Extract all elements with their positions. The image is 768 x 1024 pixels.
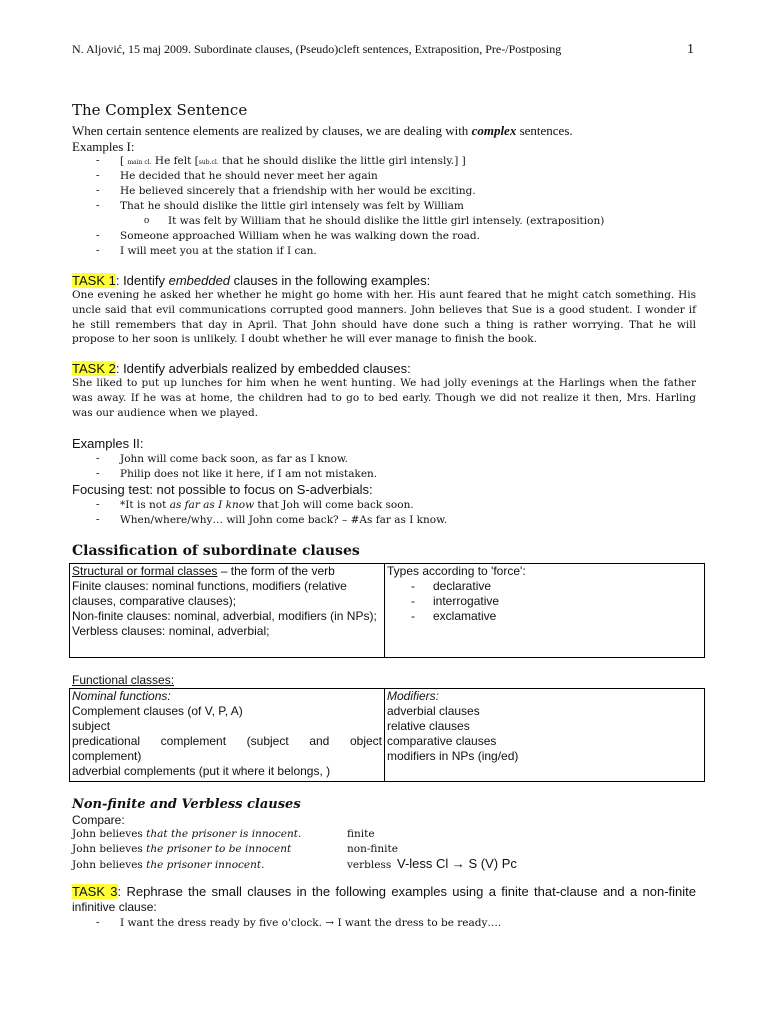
- focus-example-2: When/where/why… will John come back? – #As far as I know.: [120, 514, 448, 526]
- section-title-complex: The Complex Sentence: [72, 101, 248, 119]
- section-title-classification: Classification of subordinate clauses: [72, 543, 360, 559]
- modifier-item: adverbial clauses: [387, 704, 480, 718]
- modifier-item: modifiers in NPs (ing/ed): [387, 749, 519, 763]
- nominal-item: adverbial complements (put it where it belongs, ): [72, 764, 331, 778]
- examples-2-item-2: Philip does not like it here, if I am not mistaken.: [120, 468, 378, 480]
- force-item: - exclamative: [411, 609, 497, 623]
- section-title-nonfinite: Non-finite and Verbless clauses: [72, 797, 301, 812]
- task-3-line-2: infinitive clause:: [72, 900, 157, 914]
- modifier-item: comparative clauses: [387, 734, 497, 748]
- compare-label-nonfinite: non-finite: [347, 843, 398, 855]
- nominal-item: subject: [72, 719, 111, 733]
- structural-heading: Structural or formal classes – the form of the verb: [72, 564, 335, 578]
- nominal-item: predicational complement (subject and object complement): [72, 734, 382, 763]
- verbless-clauses: Verbless clauses: nominal, adverbial;: [72, 624, 270, 638]
- compare-label-finite: finite: [347, 828, 375, 840]
- task-1-label: TASK 1: [72, 273, 116, 288]
- page-number: 1: [687, 42, 694, 57]
- example-4: That he should dislike the little girl intensely was felt by William: [120, 200, 464, 212]
- structural-classes-table: [69, 563, 705, 658]
- modifiers-heading: Modifiers:: [387, 689, 440, 703]
- list-dash: -: [96, 514, 100, 525]
- compare-label-verbless: verbless: [347, 859, 392, 871]
- compare-row-1: John believes that the prisoner is innocent.: [72, 828, 302, 840]
- task-1-line-1: One evening he asked her whether he might go home with her. His aunt feared that he might catch something. His: [72, 289, 696, 301]
- compare-row-2: John believes the prisoner to be innocent: [72, 843, 292, 855]
- list-bullet: o: [144, 215, 150, 226]
- task-1-line-4: propose to her soon is unlikely. I doubt whether he will ever manage to finish the book.: [72, 333, 537, 345]
- complex-intro: When certain sentence elements are realized by clauses, we are dealing with complex sentences.: [72, 123, 573, 138]
- example-3: He believed sincerely that a friendship with her would be exciting.: [120, 185, 476, 197]
- task-1-line-3: he still remembers that day in April. That John should have done such a thing is rather worrying. That he will: [72, 319, 696, 331]
- task-2-line-1: She liked to put up lunches for him when he went hunting. We had jolly evenings at the Harlings when the father: [72, 377, 696, 389]
- force-item: - declarative: [411, 579, 492, 593]
- task-1-heading: TASK 1: Identify embedded clauses in the following examples:: [72, 273, 431, 288]
- functional-classes-table: [69, 688, 705, 782]
- examples-2-label: Examples II:: [72, 436, 144, 451]
- finite-clauses: Finite clauses: nominal functions, modifiers (relative clauses, comparative clauses);: [72, 579, 347, 608]
- functional-classes-label: Functional classes:: [72, 673, 175, 687]
- force-cell: [385, 564, 705, 658]
- running-header: N. Aljović, 15 maj 2009. Subordinate clauses, (Pseudo)cleft sentences, Extraposition, Pre-/Postposing: [72, 42, 562, 56]
- task-3-label: TASK 3: [72, 884, 118, 899]
- list-dash: -: [96, 499, 100, 510]
- compare-label: Compare:: [72, 813, 125, 827]
- list-dash: -: [96, 230, 100, 241]
- list-dash: -: [96, 170, 100, 181]
- list-dash: -: [96, 200, 100, 211]
- list-dash: -: [96, 245, 100, 256]
- force-item: - interrogative: [411, 594, 500, 608]
- examples-1-label: Examples I:: [72, 139, 135, 154]
- list-dash: -: [96, 453, 100, 464]
- examples-2-item-1: John will come back soon, as far as I know.: [120, 453, 349, 465]
- modifier-item: relative clauses: [387, 719, 470, 733]
- nonfinite-clauses: Non-finite clauses: nominal, adverbial, modifiers (in NPs);: [72, 609, 377, 623]
- task-1-line-2: uncle said that evil communications corrupted good manners. John believes that Sue is a good student. I wonder if: [72, 304, 696, 316]
- verbless-formula: V-less Cl → S (V) Pc: [397, 856, 517, 871]
- focusing-test: Focusing test: not possible to focus on S-adverbials:: [72, 482, 373, 497]
- example-2: He decided that he should never meet her again: [120, 170, 378, 182]
- task-3-heading: TASK 3: Rephrase the small clauses in the following examples using a finite that-clause and a non-finite: [72, 884, 696, 899]
- compare-row-3: John believes the prisoner innocent.: [72, 859, 265, 871]
- example-1: [ main cl. He felt [sub.cl. that he should dislike the little girl intensly.] ]: [120, 155, 466, 167]
- task-3-example: I want the dress ready by five o'clock. → I want the dress to be ready….: [120, 917, 502, 929]
- example-4-extraposition: It was felt by William that he should dislike the little girl intensely. (extraposition): [168, 215, 605, 227]
- focus-example-1: *It is not as far as I know that Joh will come back soon.: [120, 499, 414, 511]
- nominal-heading: Nominal functions:: [72, 689, 171, 703]
- list-dash: -: [96, 155, 100, 166]
- list-dash: -: [96, 917, 100, 928]
- force-heading: Types according to 'force':: [387, 564, 526, 578]
- modifiers-cell: [385, 689, 705, 782]
- example-5: Someone approached William when he was walking down the road.: [120, 230, 480, 242]
- task-2-line-2: was away. If he was at home, the children had to go to bed early. Though we did not realize it then, Mrs. Harling: [72, 392, 696, 404]
- structural-cell: [70, 564, 385, 658]
- list-dash: -: [96, 468, 100, 479]
- example-6: I will meet you at the station if I can.: [120, 245, 317, 257]
- task-2-heading: TASK 2: Identify adverbials realized by embedded clauses:: [72, 361, 411, 376]
- nominal-cell: [70, 689, 385, 782]
- nominal-item: Complement clauses (of V, P, A): [72, 704, 243, 718]
- list-dash: -: [96, 185, 100, 196]
- task-2-label: TASK 2: [72, 361, 116, 376]
- task-2-line-3: was our audience when we played.: [72, 407, 259, 419]
